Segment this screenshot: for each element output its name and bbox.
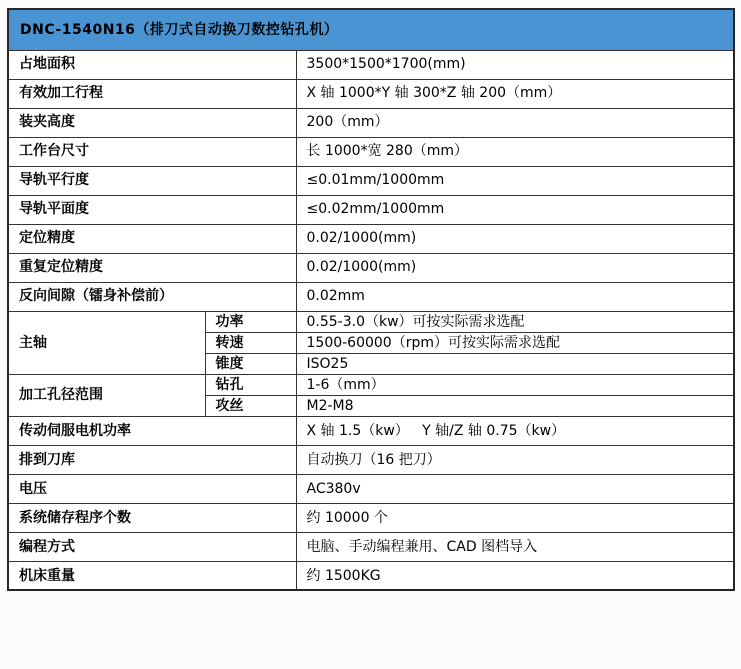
table-title: DNC-1540N16（排刀式自动换刀数控钻孔机） (8, 9, 734, 50)
spec-value-power: 0.55-3.0（kw）可按实际需求选配 (296, 311, 734, 332)
table-row (8, 79, 734, 108)
spec-label-voltage: 电压 (8, 474, 296, 503)
table-row (8, 166, 734, 195)
spec-label-machine-weight: 机床重量 (8, 561, 296, 590)
table-row (8, 137, 734, 166)
spec-value-taper: ISO25 (296, 353, 734, 374)
spec-value-tapping: M2-M8 (296, 395, 734, 416)
spec-label-servo-motor-power: 传动伺服电机功率 (8, 416, 296, 445)
table-row (8, 224, 734, 253)
table-row (8, 253, 734, 282)
spec-value-backlash: 0.02mm (296, 282, 734, 311)
spec-value-travel: X 轴 1000*Y 轴 300*Z 轴 200（mm） (296, 79, 734, 108)
table-row (8, 561, 734, 590)
table-row (8, 503, 734, 532)
spec-label-worktable-size: 工作台尺寸 (8, 137, 296, 166)
spec-value-voltage: AC380v (296, 474, 734, 503)
table-row (8, 282, 734, 311)
spec-sublabel-speed: 转速 (205, 332, 296, 353)
spec-label-clamp-height: 装夹高度 (8, 108, 296, 137)
table-row (8, 374, 734, 395)
table-row (8, 445, 734, 474)
spec-value-tool-magazine: 自动换刀（16 把刀） (296, 445, 734, 474)
spec-sublabel-tapping: 攻丝 (205, 395, 296, 416)
spec-value-worktable-size: 长 1000*宽 280（mm） (296, 137, 734, 166)
spec-value-repeat-accuracy: 0.02/1000(mm) (296, 253, 734, 282)
spec-value-rail-flatness: ≤0.02mm/1000mm (296, 195, 734, 224)
spec-value-clamp-height: 200（mm） (296, 108, 734, 137)
spec-group-label-hole-range: 加工孔径范围 (8, 374, 205, 416)
spec-value-rail-parallelism: ≤0.01mm/1000mm (296, 166, 734, 195)
spec-value-programming-mode: 电脑、手动编程兼用、CAD 图档导入 (296, 532, 734, 561)
spec-value-drilling: 1-6（mm） (296, 374, 734, 395)
spec-label-positioning-accuracy: 定位精度 (8, 224, 296, 253)
spec-label-travel: 有效加工行程 (8, 79, 296, 108)
spec-value-speed: 1500-60000（rpm）可按实际需求选配 (296, 332, 734, 353)
table-row (8, 108, 734, 137)
spec-label-rail-parallelism: 导轨平行度 (8, 166, 296, 195)
spec-label-footprint: 占地面积 (8, 50, 296, 79)
spec-sublabel-taper: 锥度 (205, 353, 296, 374)
spec-label-programming-mode: 编程方式 (8, 532, 296, 561)
table-row (8, 416, 734, 445)
spec-sublabel-drilling: 钻孔 (205, 374, 296, 395)
table-row (8, 195, 734, 224)
spec-value-positioning-accuracy: 0.02/1000(mm) (296, 224, 734, 253)
table-row (8, 532, 734, 561)
table-row (8, 474, 734, 503)
spec-value-program-storage: 约 10000 个 (296, 503, 734, 532)
spec-label-program-storage: 系统储存程序个数 (8, 503, 296, 532)
spec-value-footprint: 3500*1500*1700(mm) (296, 50, 734, 79)
spec-label-backlash: 反向间隙（镭身补偿前） (8, 282, 296, 311)
table-row (8, 50, 734, 79)
spec-label-tool-magazine: 排到刀库 (8, 445, 296, 474)
table-row-header (8, 9, 734, 50)
spec-group-label-spindle: 主轴 (8, 311, 205, 374)
spec-label-repeat-accuracy: 重复定位精度 (8, 253, 296, 282)
spec-table (7, 8, 735, 591)
spec-label-rail-flatness: 导轨平面度 (8, 195, 296, 224)
spec-value-servo-motor-power: X 轴 1.5（kw） Y 轴/Z 轴 0.75（kw） (296, 416, 734, 445)
spec-sublabel-power: 功率 (205, 311, 296, 332)
table-row (8, 311, 734, 332)
spec-value-machine-weight: 约 1500KG (296, 561, 734, 590)
